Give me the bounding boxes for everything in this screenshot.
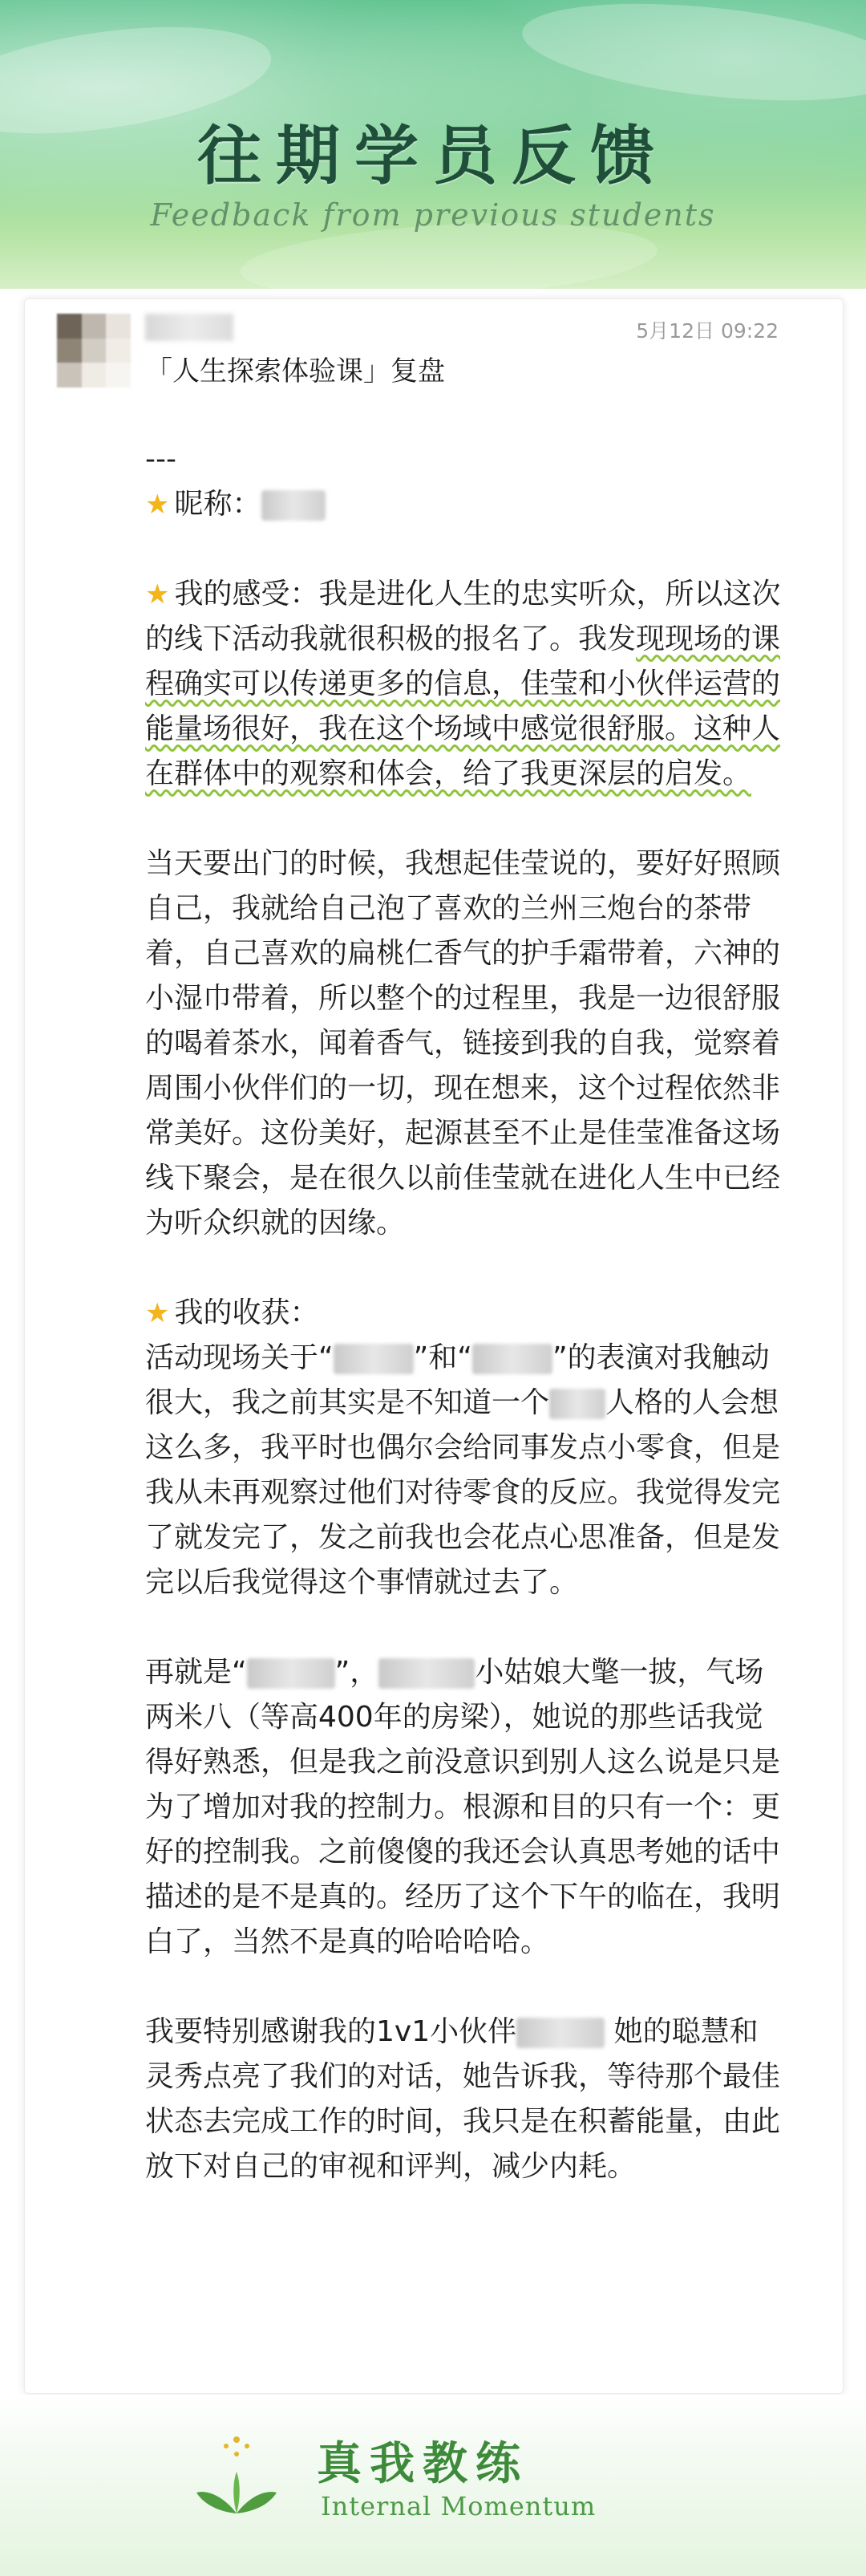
gain-paragraph-2 [145, 1650, 787, 1965]
gain2-text-c: 小姑娘大氅一披，气场两米八（等高400年的房梁），她说的那些话我觉得好熟悉，但是我之前没意识到别人这么说是只是为了增加对我的控制力。根源和目的只有一个：更好的控制我。之前傻傻的我还会认真思考她的话中描述的是不是真的。经历了这个下午的临在，我明白了，当然不是真的哈哈哈哈。 [145, 1656, 781, 1958]
feeling-paragraph [145, 572, 787, 797]
post-card [24, 298, 844, 2394]
post-timestamp: 5月12日 09:22 [636, 319, 779, 343]
redacted-nickname [261, 490, 326, 521]
redacted-term [472, 1344, 552, 1374]
feeling-text-a: 我是进化人生的忠实听众，所以这次的线下活动我就很积极的报名了。我发 [145, 578, 781, 655]
redacted-term [549, 1389, 605, 1419]
nickname-label: 昵称： [174, 488, 261, 521]
gain-paragraph [145, 1291, 787, 1605]
brand-name: 真我教练 [317, 2437, 528, 2490]
banner-title: 往期学员反馈 [197, 118, 669, 193]
gain-text-a: 活动现场关于“ [145, 1341, 334, 1374]
username-redacted[interactable] [145, 314, 233, 341]
gain-paragraph-3 [145, 2010, 787, 2189]
gain-text-d: 人格的人会想这么多，我平时也偶尔会给同事发点小零食，但是我从未再观察过他们对待零食的反应。我觉得发完了就发完了，发之前我也会花点心思准备，但是发完以后我觉得这个事情就过去了。 [145, 1386, 781, 1599]
gain3-text-b: 她的聪慧和灵秀点亮了我们的对话，她告诉我，等待那个最佳状态去完成工作的时间，我只是在积蓄能量，由此放下对自己的审视和评判，减少内耗。 [145, 2015, 781, 2183]
redacted-term [247, 1658, 335, 1689]
star-icon: ★ [145, 578, 170, 611]
gain3-text-a: 我要特别感谢我的1v1小伙伴 [145, 2015, 517, 2048]
footer-brand [0, 2395, 866, 2576]
gain-text-b: ”和“ [413, 1341, 472, 1374]
nickname-line [145, 482, 787, 527]
star-icon: ★ [145, 489, 170, 521]
gain-text-c: ”的表演对我触动很大，我之前其实是不知道一个 [145, 1341, 770, 1419]
feeling-text-highlighted: 现现场的课程确实可以传递更多的信息，佳莹和小伙伴运营的能量场很好，我在这个场域中感觉很舒服。这种人在群体中的观察和体会，给了我更深层的启发。 [145, 623, 781, 790]
banner-subtitle: Feedback from previous students [150, 197, 716, 233]
post-body [145, 437, 787, 2189]
gain-label: 我的收获： [174, 1296, 319, 1329]
post-title: 「人生探索体验课」复盘 [145, 355, 445, 387]
feeling-paragraph-2: 当天要出门的时候，我想起佳莹说的，要好好照顾自己，我就给自己泡了喜欢的兰州三炮台的茶带着，自己喜欢的扁桃仁香气的护手霜带着，六神的小湿巾带着，所以整个的过程里，我是一边很舒服的喝着茶水，闻着香气，链接到我的自我，觉察着周围小伙伴们的一切，现在想来，这个过程依然非常美好。这份美好，起源甚至不止是佳莹准备这场线下聚会，是在很久以前佳莹就在进化人生中已经为听众织就的因缘。 [145, 847, 781, 1239]
gain2-text-a: 再就是“ [145, 1656, 247, 1689]
redacted-term [334, 1344, 414, 1374]
logo-sprout-icon [192, 2425, 281, 2521]
avatar[interactable] [57, 314, 131, 387]
star-icon: ★ [145, 1297, 170, 1329]
redacted-term [378, 1658, 475, 1689]
header-banner [0, 0, 866, 289]
separator: --- [145, 443, 176, 476]
redacted-name [516, 2018, 605, 2048]
brand-name-en: Internal Momentum [321, 2491, 597, 2521]
gain2-text-b: ”， [334, 1656, 379, 1689]
brush-stroke [518, 0, 866, 116]
feeling-label: 我的感受： [174, 578, 319, 611]
